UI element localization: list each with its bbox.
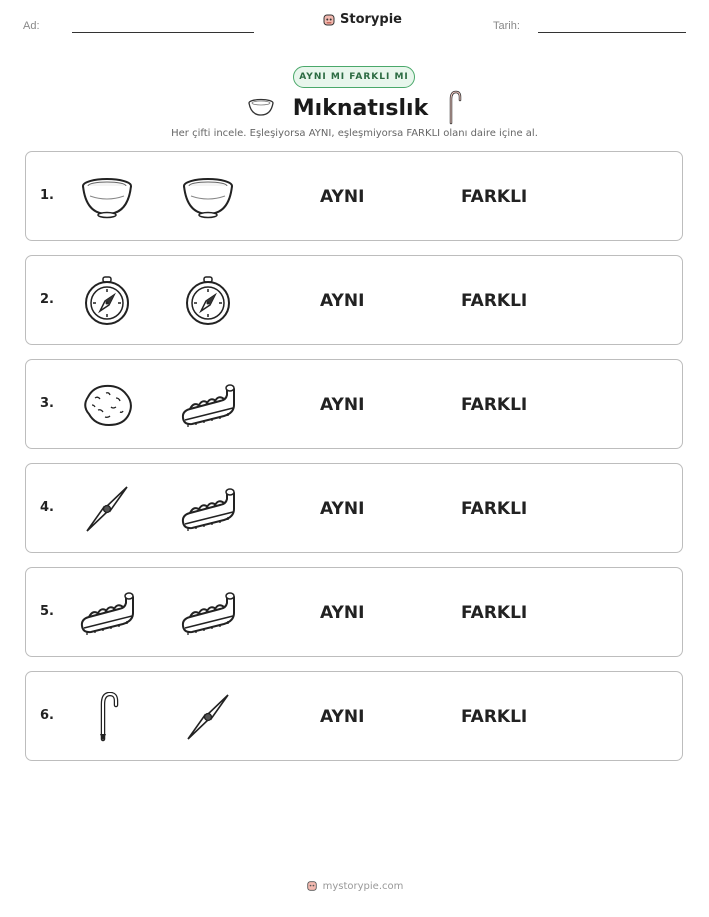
option-same[interactable]: AYNI [320,395,365,415]
option-same[interactable]: AYNI [320,707,365,727]
question-number: 2. [40,292,54,307]
question-row [25,463,683,553]
instructions: Her çifti incele. Eşleşiyorsa AYNI, eşleşmiyorsa FARKLI olanı daire içine al. [171,128,538,139]
page-title: Mıknatıslık [292,95,429,121]
question-number: 3. [40,396,54,411]
date-line[interactable] [538,32,686,33]
question-number: 4. [40,500,54,515]
question-row [25,255,683,345]
brand-name: Storypie [340,12,402,27]
option-different[interactable]: FARKLI [461,603,528,623]
compass-icon [180,276,236,326]
question-number: 5. [40,604,54,619]
sandal-icon [180,380,236,430]
option-same[interactable]: AYNI [320,291,365,311]
storypie-logo [322,12,402,27]
question-row [25,567,683,657]
footer-url: mystorypie.com [322,880,404,892]
bowl-icon [79,172,135,222]
compass-needle-icon [180,692,236,742]
title-row [0,90,709,126]
sandal-icon [180,588,236,638]
question-row [25,359,683,449]
option-same[interactable]: AYNI [320,499,365,519]
date-label: Tarih: [493,20,520,32]
question-number: 1. [40,188,54,203]
footer [0,880,709,892]
cane-icon [446,90,462,126]
worksheet-type-badge: AYNI MI FARKLI MI [293,66,415,88]
cane-icon [79,692,135,742]
storypie-mascot-icon [322,13,336,27]
question-row [25,151,683,241]
question-number: 6. [40,708,54,723]
question-row [25,671,683,761]
compass-icon [79,276,135,326]
name-line[interactable] [72,32,254,33]
compass-needle-icon [79,484,135,534]
storypie-mascot-icon [306,880,318,892]
option-different[interactable]: FARKLI [461,499,528,519]
rock-icon [79,380,135,430]
name-label: Ad: [23,20,40,32]
option-same[interactable]: AYNI [320,603,365,623]
bowl-icon [180,172,236,222]
sandal-icon [79,588,135,638]
option-different[interactable]: FARKLI [461,291,528,311]
option-different[interactable]: FARKLI [461,187,528,207]
option-different[interactable]: FARKLI [461,395,528,415]
option-different[interactable]: FARKLI [461,707,528,727]
option-same[interactable]: AYNI [320,187,365,207]
sandal-icon [180,484,236,534]
bowl-icon [247,98,275,118]
